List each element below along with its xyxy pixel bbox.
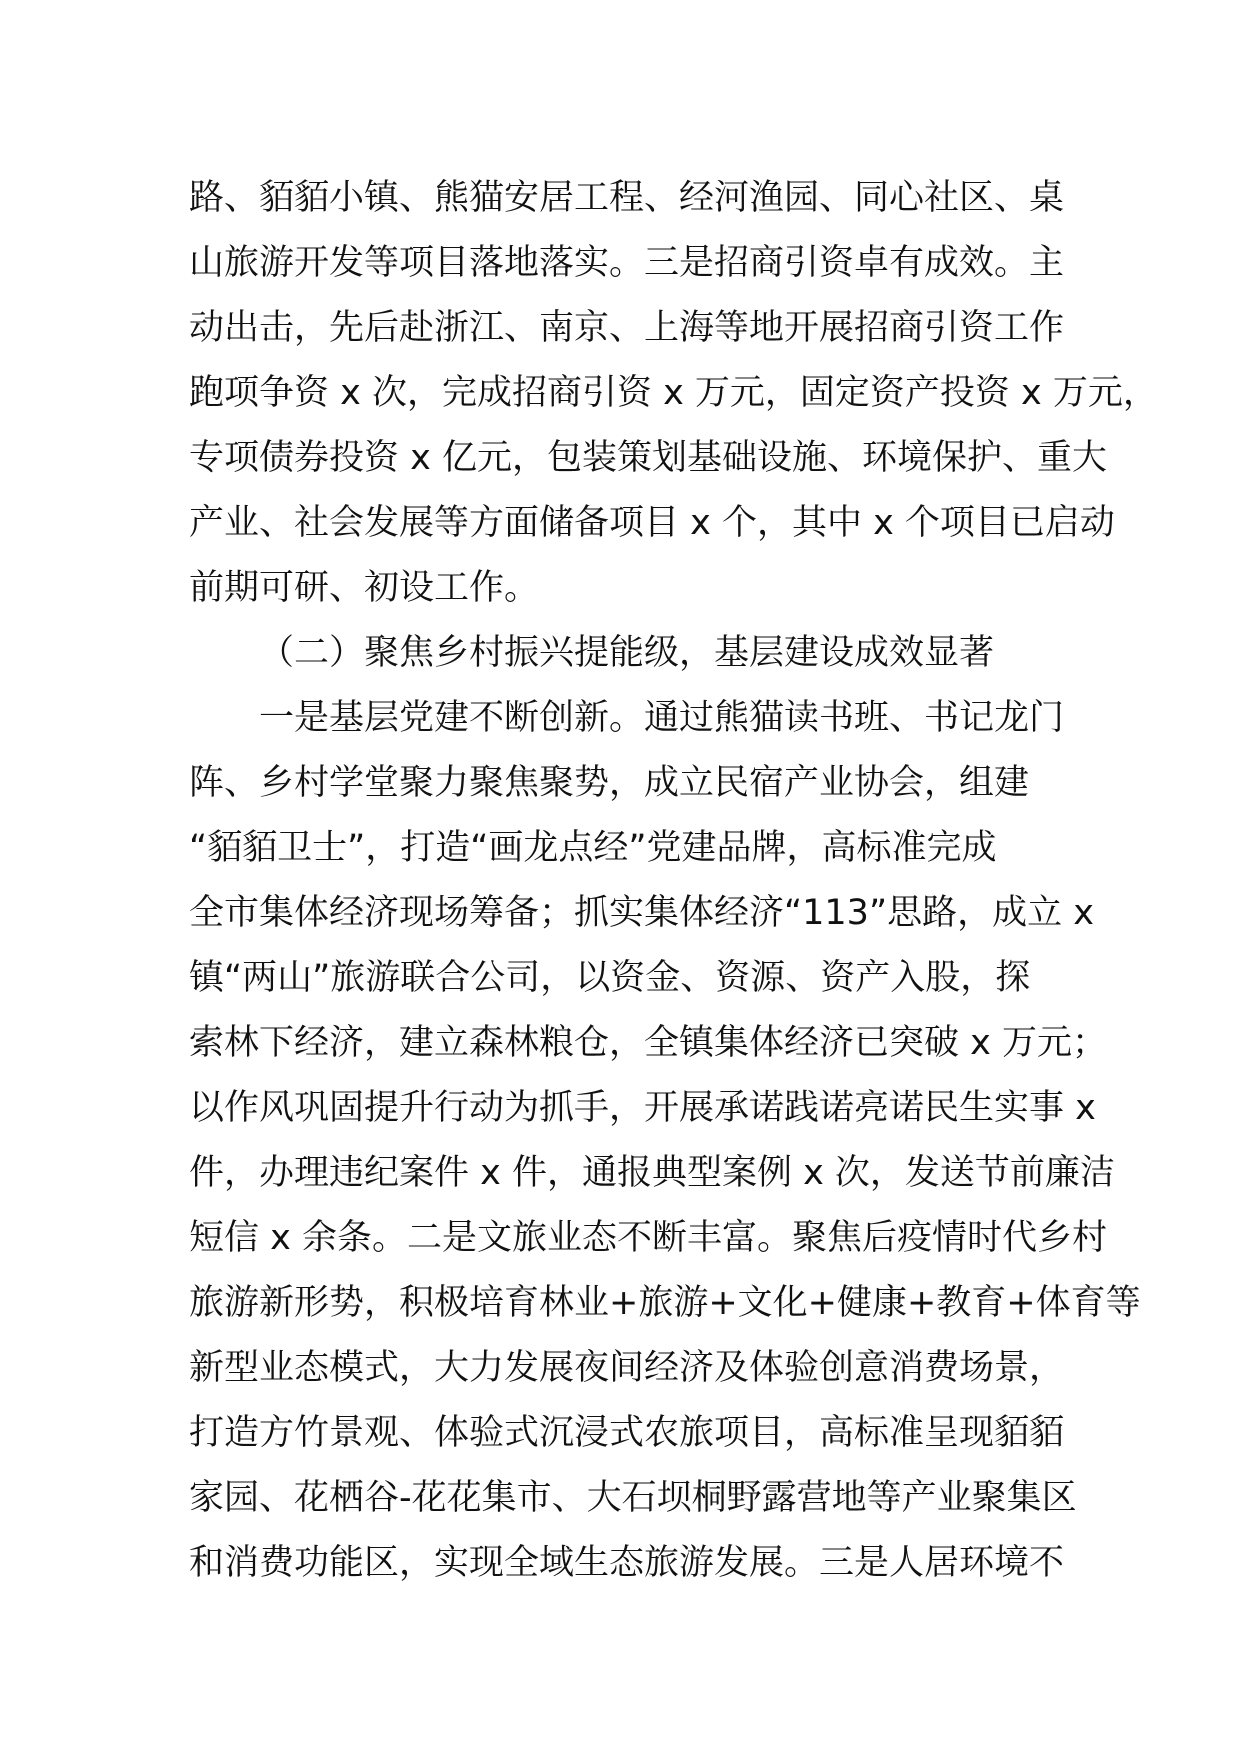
text-line: 和消费功能区，实现全域生态旅游发展。三是人居环境不 (189, 1543, 1065, 1583)
section-heading: （二）聚焦乡村振兴提能级，基层建设成效显著 (259, 633, 995, 673)
text-line: 阵、乡村学堂聚力聚焦聚势，成立民宿产业协会，组建 (189, 763, 1030, 803)
text-line: 打造方竹景观、体验式沉浸式农旅项目，高标准呈现貊貊 (189, 1413, 1065, 1453)
text-line: 短信 x 余条。二是文旅业态不断丰富。聚焦后疫情时代乡村 (189, 1218, 1107, 1258)
text-line: 全市集体经济现场筹备；抓实集体经济“113”思路，成立 x (189, 893, 1094, 933)
text-line: 前期可研、初设工作。 (189, 568, 540, 608)
text-line: 旅游新形势，积极培育林业+旅游+文化+健康+教育+体育等 (189, 1283, 1141, 1323)
text-line: 索林下经济，建立森林粮仓，全镇集体经济已突破 x 万元； (189, 1023, 1107, 1063)
text-line: 专项债券投资 x 亿元，包装策划基础设施、环境保护、重大 (189, 438, 1107, 478)
body-text (189, 166, 1158, 1596)
paragraph-first-line: 一是基层党建不断创新。通过熊猫读书班、书记龙门 (259, 698, 1065, 738)
text-line: 山旅游开发等项目落地落实。三是招商引资卓有成效。主 (189, 243, 1065, 283)
text-line: 动出击，先后赴浙江、南京、上海等地开展招商引资工作 (189, 308, 1065, 348)
text-line: 新型业态模式，大力发展夜间经济及体验创意消费场景， (189, 1348, 1065, 1388)
text-line: 家园、花栖谷-花花集市、大石坝桐野露营地等产业聚集区 (189, 1478, 1077, 1518)
text-line: 件，办理违纪案件 x 件，通报典型案例 x 次，发送节前廉洁 (189, 1153, 1115, 1193)
text-line: 以作风巩固提升行动为抓手，开展承诺践诺亮诺民生实事 x (189, 1088, 1096, 1128)
text-line: 产业、社会发展等方面储备项目 x 个，其中 x 个项目已启动 (189, 503, 1115, 543)
text-line: 镇“两山”旅游联合公司，以资金、资源、资产入股，探 (189, 958, 1031, 998)
text-line: 路、貊貊小镇、熊猫安居工程、经河渔园、同心社区、桌 (189, 178, 1065, 218)
text-line: 跑项争资 x 次，完成招商引资 x 万元，固定资产投资 x 万元， (189, 373, 1158, 413)
text-line: “貊貊卫士”，打造“画龙点经”党建品牌，高标准完成 (189, 828, 997, 868)
